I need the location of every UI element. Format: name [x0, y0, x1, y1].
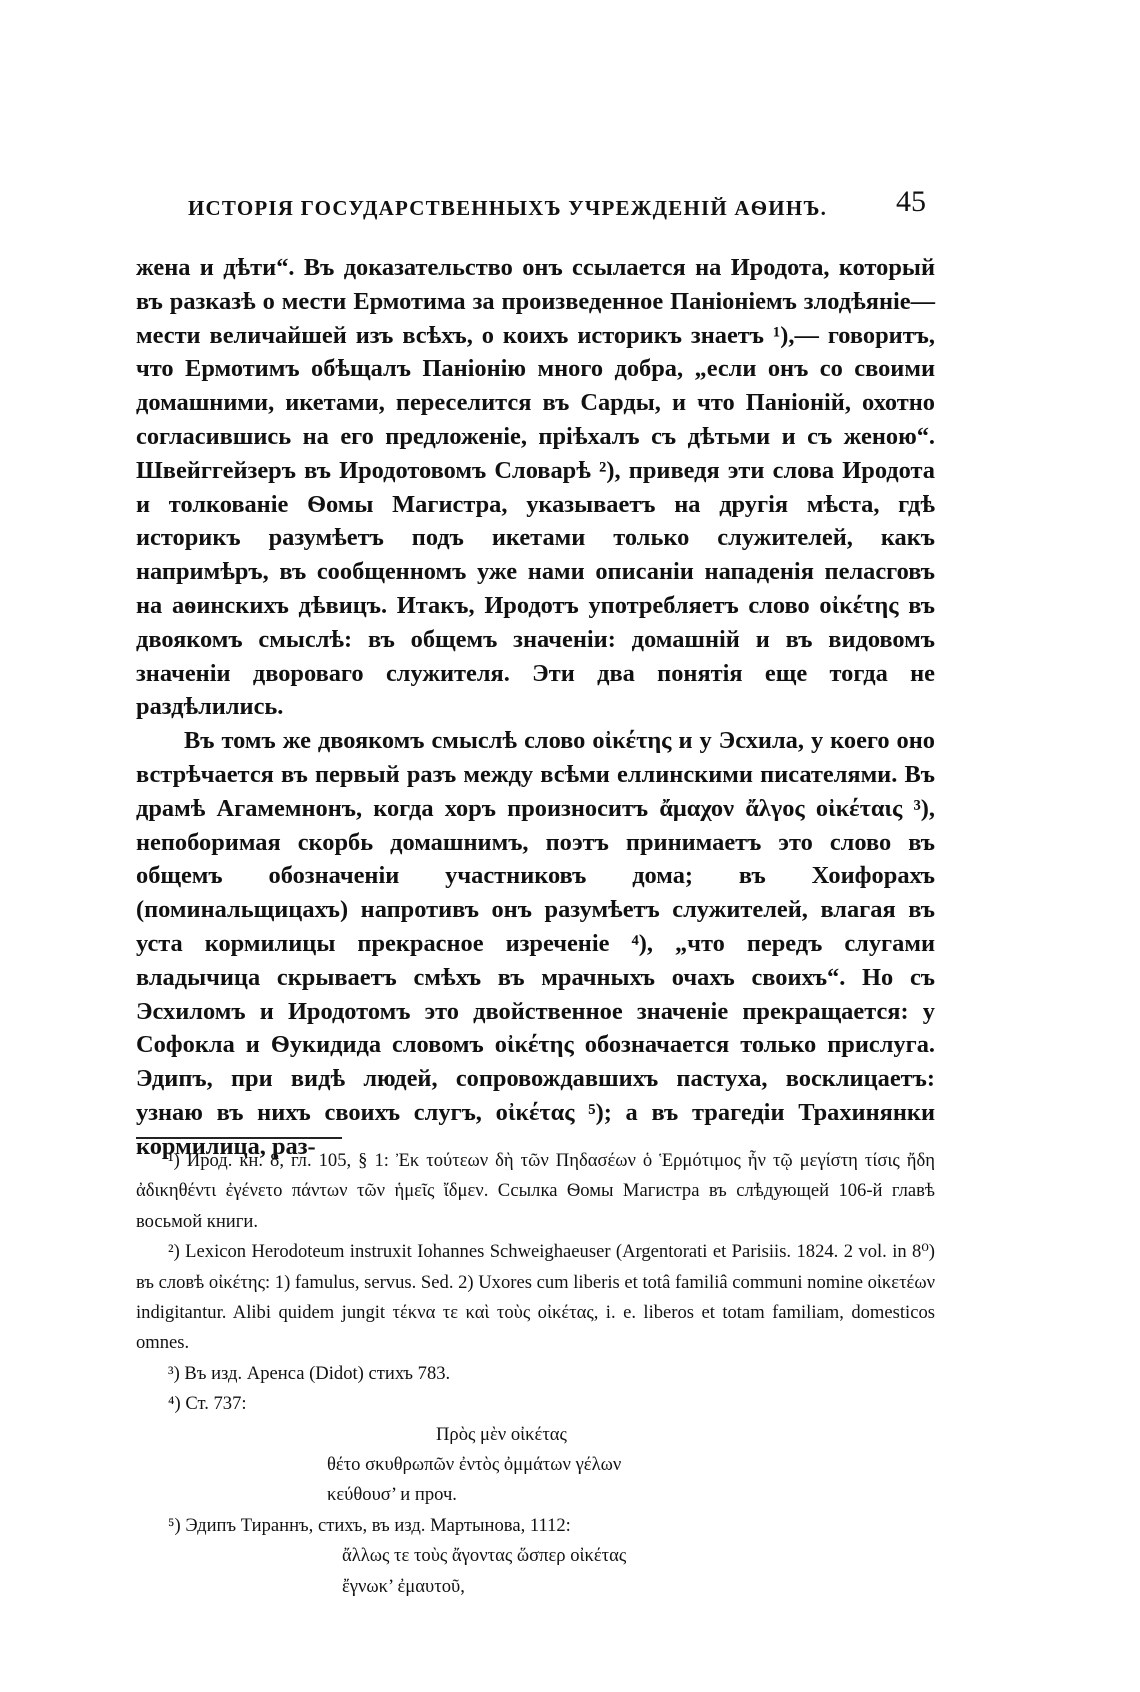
running-title: ИСТОРІЯ ГОСУДАРСТВЕННЫХЪ УЧРЕЖДЕНІЙ АѲИНЪ. — [188, 196, 828, 220]
footnote-4: ⁴) Ст. 737: — [168, 1393, 247, 1415]
paragraph-2: Въ томъ же двоякомъ смыслѣ слово οἰκέτης и у Эсхила, у коего оно встрѣчается въ первый разъ между всѣми еллинскими писателями. Въ драмѣ Агамемнонъ, когда хоръ произноситъ ἄμαχον ἄλγος οἰκέταις ³), непоборимая скорбь домашнимъ, поэтъ принимаетъ это слово въ общемъ обозначеніи участниковъ дома; въ Хоифорахъ (поминальщицахъ) напротивъ онъ разумѣетъ служителей, влагая въ уста кормилицы прекрасное изреченіе ⁴), „что передъ слугами владычица скрываетъ смѣхъ въ мрачныхъ очахъ своихъ“. Но съ Эсхиломъ и Иродотомъ это двойственное значеніе прекращается: у Софокла и Ѳукидида словомъ οἰκέτης обозначается только прислуга. Эдипъ, при видѣ людей, сопровождавшихъ пастуха, восклицаетъ: узнаю въ нихъ своихъ слугъ, οἰκέτας ⁵); а въ трагедіи Трахинянки кормилица, раз- — [136, 727, 935, 1160]
footnote-3: ³) Въ изд. Аренса (Didot) стихъ 783. — [168, 1362, 451, 1384]
footnote-5-verse-line: ἔγνωκ’ ἐμαυτοῦ, — [342, 1575, 465, 1597]
paragraph-1: жена и дѣти“. Въ доказательство онъ ссылается на Иродота, который въ разказѣ о мести Ермотима за произведенное Паніоніемъ злодѣяніе—мести величайшей изъ всѣхъ, о коихъ историкъ знаетъ ¹),— говоритъ, что Ермотимъ обѣщалъ Паніонію много добра, „если онъ со своими домашними, икетами, переселится въ Сарды, и что Паніоній, охотно согласившись на его предложеніе, пріѣхалъ съ дѣтьми и съ женою“. Швейггейзеръ въ Иродотовомъ Словарѣ ²), приведя эти слова Иродота и толкованіе Ѳомы Магистра, указываетъ на другія мѣста, гдѣ историкъ разумѣетъ подъ икетами только служителей, какъ напримѣръ, въ сообщенномъ уже нами описаніи нападенія пеласговъ на аѳинскихъ дѣвицъ. Итакъ, Иродотъ употребляетъ слово οἰκέτης въ двоякомъ смыслѣ: въ общемъ значеніи: домашній и въ видовомъ значеніи двороваго служителя. Эти два понятія еще тогда не раздѣлились. — [136, 254, 935, 721]
footnote-2: ²) Lexicon Herodoteum instruxit Iohannes Schweighaeuser (Argentorati et Parisiis. 1824. 2 vol. in 8⁰) въ словѣ οἰκέτης: 1) famulus, servus. Sed. 2) Uxores cum liberis et totâ familiâ communi nomine οἰκετέων indigitantur. Alibi quidem jungit τέκνα τε καὶ τοὺς οἰκέτας, i. e. liberos et totam familiam, domesticos omnes. — [136, 1241, 935, 1354]
footnote-1: ¹) Ирод. кн. 8, гл. 105, § 1: Ἐκ τούτεων δὴ τῶν Πηδασέων ὁ Ἑρμότιμος ἦν τῷ μεγίστη τίσις ἤδη ἀδικηθέντι ἐγένετο πάντων τῶν ἡμεῖς ἴδμεν. Ссылка Ѳомы Магистра въ слѣдующей 106-й главѣ восьмой книги. — [136, 1150, 935, 1232]
footnote-4-verse-line: θέτο σκυθρωπῶν ἐντὸς ὀμμάτων γέλων — [327, 1454, 622, 1476]
footnote-4-verse-line: κεύθουσ’ и проч. — [327, 1484, 457, 1506]
body-text — [136, 251, 935, 1164]
footnotes — [136, 1146, 935, 1602]
page-number: 45 — [896, 185, 926, 218]
footnote-4-verse-line: Πρὸς μὲν οἰκέτας — [436, 1423, 567, 1445]
footnote-5-verse-line: ἄλλως τε τοὺς ἄγοντας ὥσπερ οἰκέτας — [342, 1545, 627, 1567]
footnote-rule — [136, 1137, 342, 1139]
footnote-5: ⁵) Эдипъ Тираннъ, стихъ, въ изд. Мартынова, 1112: — [168, 1514, 571, 1536]
